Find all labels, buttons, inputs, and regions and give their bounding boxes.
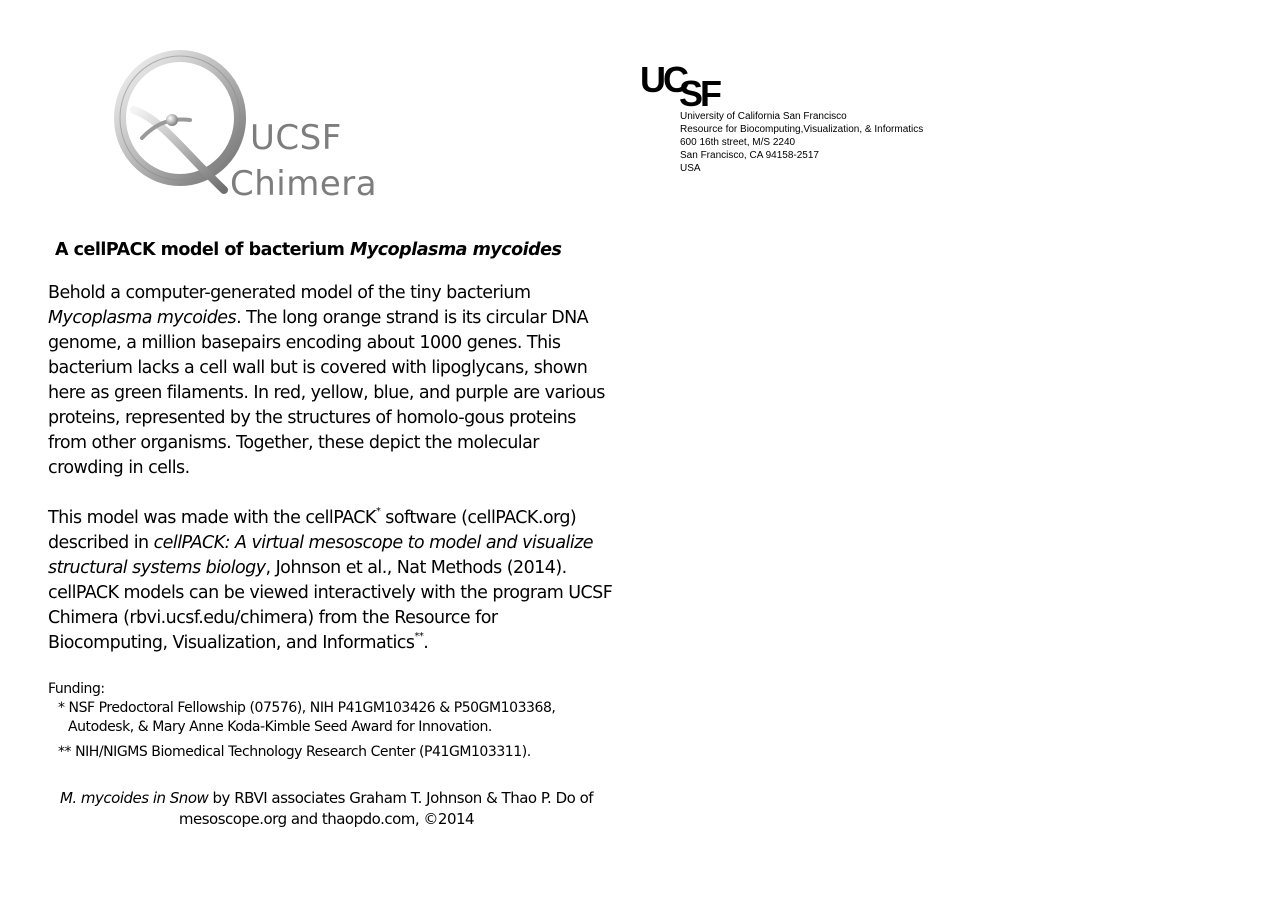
paragraph2-text: . (423, 633, 429, 653)
address-line: USA (680, 163, 701, 174)
credit-line-2: mesoscope.org and thaopdo.com, ©2014 (178, 810, 475, 828)
funding-section (48, 680, 618, 776)
page-title (55, 240, 561, 260)
paragraph1-species: Mycoplasma mycoides (48, 308, 237, 328)
funding-item: * NSF Predoctoral Fellowship (07576), NIH P41GM103426 & P50GM103368, Autodesk, & Mary Anne Koda-Kimble Seed Award for Innovation. (58, 700, 556, 735)
image-credit (48, 788, 605, 830)
chimera-logo (112, 50, 387, 210)
funding-heading: Funding: (48, 681, 105, 697)
address-block (680, 110, 923, 175)
chimera-logo-chimera: Chimera (230, 164, 378, 204)
paragraph1-text-rest: . The long orange strand is its circular DNA genome, a million basepairs encoding about 1000 genes. This bacterium lacks a cell wall but is covered with lipoglycans, shown here as green filaments. In red, yellow, blue, and purple are various proteins, represented by the structures of homolo-gous proteins from other organisms. Together, these depict the molecular crowding in cells. (48, 308, 605, 478)
address-line: 600 16th street, M/S 2240 (680, 137, 796, 148)
ucsf-logo (640, 59, 730, 114)
description-paragraph (48, 281, 613, 481)
paragraph2-text: , Johnson et al., Nat Methods (2014). cellPACK models can be viewed interactively with the program UCSF Chimera (rbvi.ucsf.edu/chimera) from the Resource for Biocomputing, Visualization, and Informatics (48, 558, 613, 653)
address-line: San Francisco, CA 94158-2517 (680, 150, 819, 161)
software-paragraph (48, 506, 613, 656)
credit-line (48, 788, 605, 809)
paragraph1-text: Behold a computer-generated model of the tiny bacterium (48, 283, 531, 303)
credit-text: by RBVI associates Graham T. Johnson & Thao P. Do of (208, 789, 594, 807)
ucsf-logo-uc: UC (640, 59, 686, 100)
address-line: Resource for Biocomputing,Visualization, & Informatics (680, 124, 924, 135)
paragraph2-text: This model was made with the cellPACK (48, 508, 376, 528)
paper-title: cellPACK: A virtual mesoscope to model and visualize structural systems biology (48, 533, 593, 578)
footnote-marker: * (375, 506, 381, 517)
title-species: Mycoplasma mycoides (349, 240, 562, 260)
title-prefix: A cellPACK model of bacterium (55, 240, 350, 260)
footnote-marker: ** (414, 631, 424, 642)
address-line: University of California San Francisco (680, 111, 847, 122)
chimera-logo-ucsf: UCSF (250, 118, 342, 158)
funding-item: ** NIH/NIGMS Biomedical Technology Research Center (P41GM103311). (58, 744, 531, 760)
paragraph2-text: software (cellPACK.org) described in (48, 508, 577, 553)
ucsf-logo-sf: SF (679, 73, 720, 114)
credit-image-title: M. mycoides in Snow (59, 789, 209, 807)
